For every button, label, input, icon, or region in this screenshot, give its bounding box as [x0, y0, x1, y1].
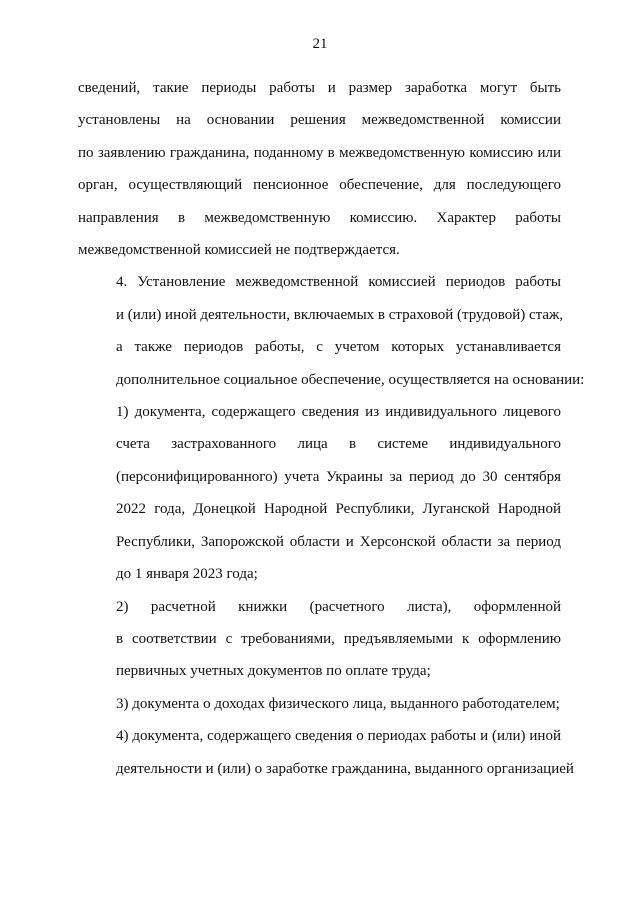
- text-line: сведений, такие периоды работы и размер заработка могут быть: [78, 80, 561, 96]
- text-line: деятельности и (или) о заработке гражданина, выданного организацией: [116, 760, 574, 777]
- paragraph-subitem-2: [78, 591, 561, 688]
- paragraph-subitem-1: [78, 396, 561, 590]
- paragraph-item-4: [78, 266, 585, 396]
- text-line: счета застрахованного лица в системе индивидуального: [116, 436, 561, 453]
- text-line: (персонифицированного) учета Украины за период до 30 сентября: [116, 468, 561, 485]
- text-line: а также периодов работы, с учетом которых устанавливается: [116, 339, 561, 356]
- text-line: орган, осуществляющий пенсионное обеспечение, для последующего: [78, 177, 561, 194]
- paragraph-subitem-3: [78, 688, 561, 720]
- text-line: межведомственной комиссией не подтверждается.: [78, 242, 400, 259]
- text-line: дополнительное социальное обеспечение, осуществляется на основании:: [116, 371, 585, 388]
- text-line: установлены на основании решения межведомственной комиссии: [78, 112, 561, 129]
- text-line: и (или) иной деятельности, включаемых в страховой (трудовой) стаж,: [116, 306, 564, 323]
- text-line: первичных учетных документов по оплате труда;: [116, 663, 431, 680]
- paragraph-continuation: [78, 72, 561, 266]
- text-line: в соответствии с требованиями, предъявляемыми к оформлению: [116, 630, 561, 647]
- page-number: 21: [312, 36, 328, 52]
- document-body: [78, 72, 585, 785]
- text-line: 4. Установление межведомственной комиссией периодов работы: [116, 274, 561, 291]
- text-line: 2022 года, Донецкой Народной Республики, Луганской Народной: [116, 501, 561, 518]
- text-line: направления в межведомственную комиссию. Характер работы: [78, 209, 561, 226]
- text-line: 4) документа, содержащего сведения о периодах работы и (или) иной: [116, 728, 561, 745]
- text-line: Республики, Запорожской области и Херсонской области за период: [116, 533, 561, 550]
- text-line: 3) документа о доходах физического лица, выданного работодателем;: [116, 695, 560, 712]
- text-line: 1) документа, содержащего сведения из индивидуального лицевого: [116, 404, 561, 421]
- paragraph-subitem-4: [78, 720, 574, 785]
- text-line: до 1 января 2023 года;: [116, 566, 258, 583]
- text-line: 2) расчетной книжки (расчетного листа), оформленной: [116, 598, 561, 615]
- text-line: по заявлению гражданина, поданному в межведомственную комиссию или: [78, 144, 561, 161]
